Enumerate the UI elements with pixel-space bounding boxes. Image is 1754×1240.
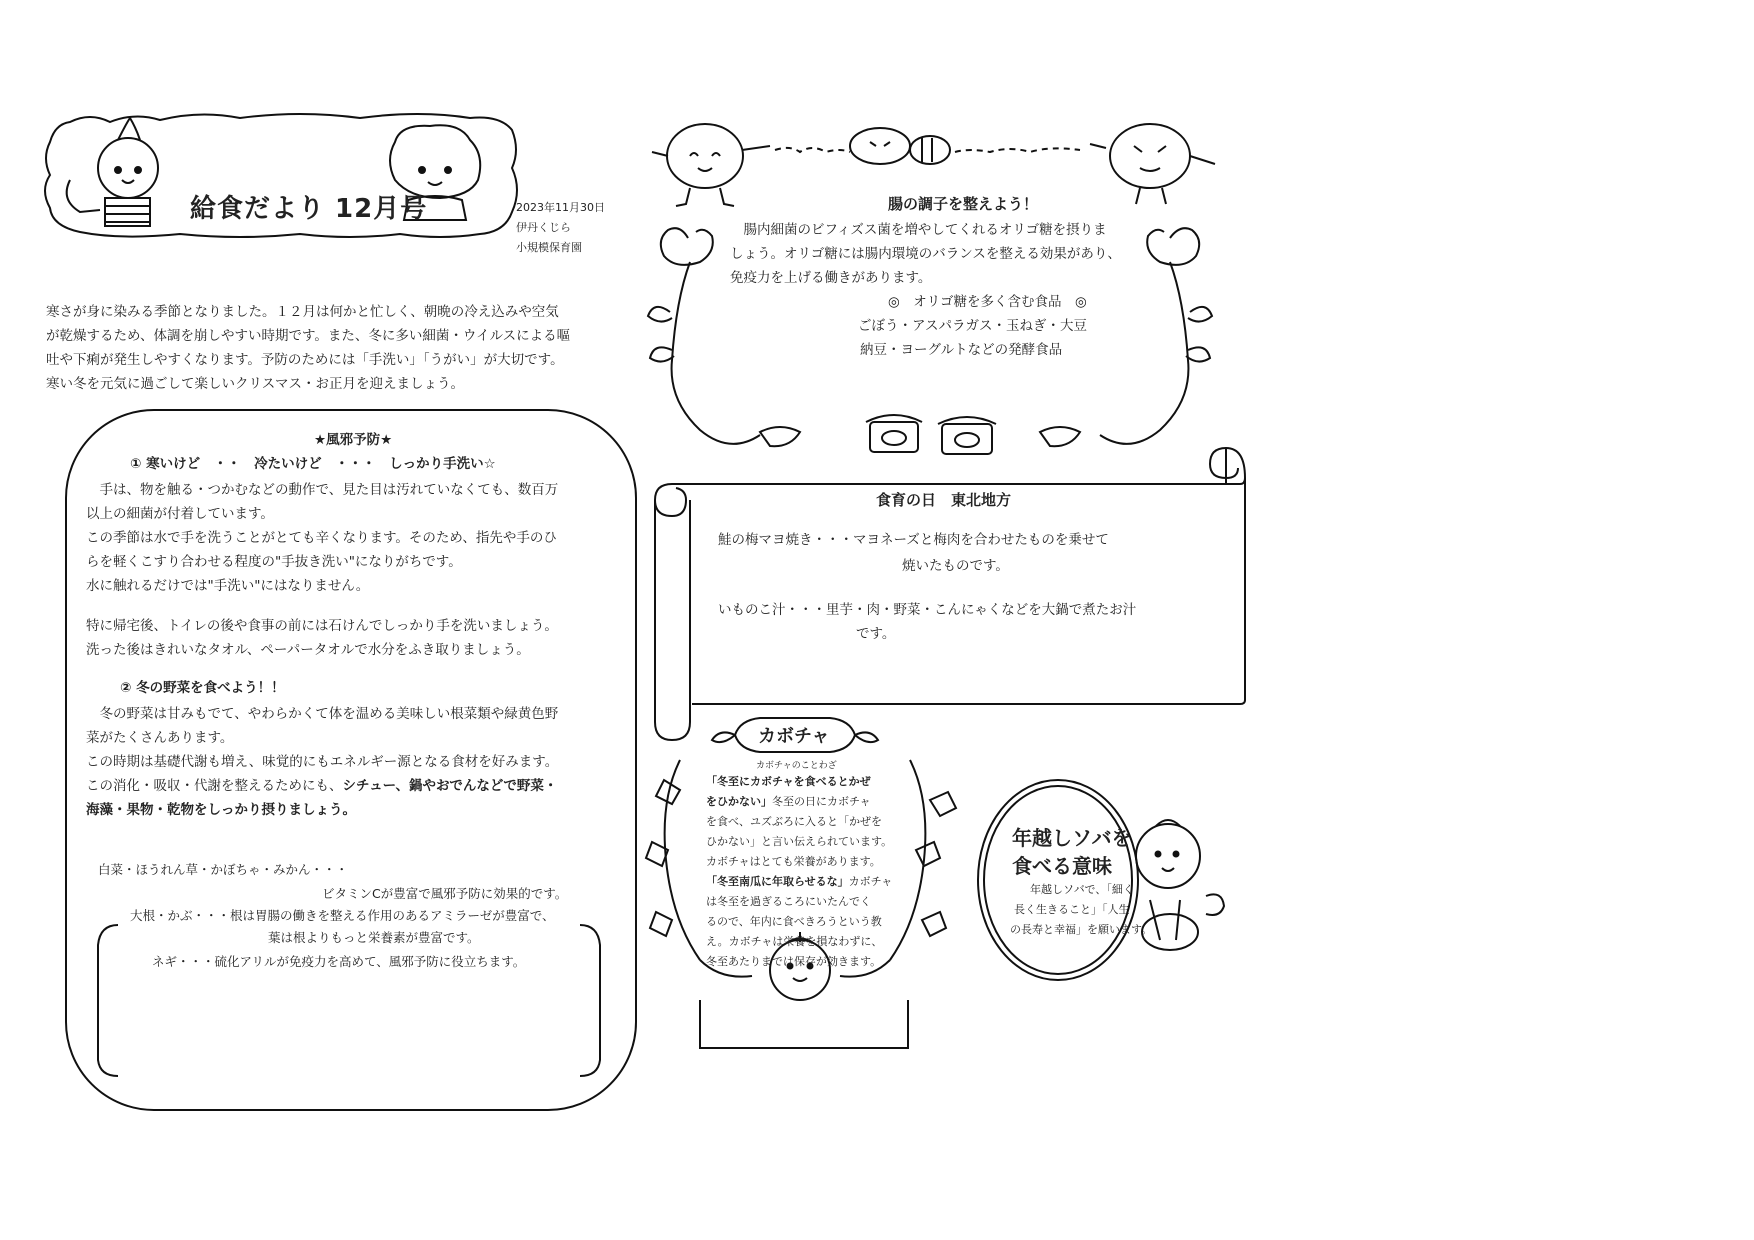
text-bold: 「冬至南瓜に年取らせるな」 xyxy=(706,875,849,888)
soba-line: 年越しソバで、「細く xyxy=(1030,883,1134,896)
veg-bracket-frame xyxy=(98,925,118,1076)
handwash-paragraph xyxy=(86,478,558,598)
text-plain: 冬至あたりまでは保存が効きます。 xyxy=(706,955,882,968)
kabocha-line xyxy=(706,952,892,972)
text-line: この時期は基礎代謝も増え、味覚的にもエネルギー源となる食材を好みます。 xyxy=(86,754,559,770)
onion-character-icon xyxy=(67,118,158,226)
kabocha-line xyxy=(706,892,892,912)
text-line: 海藻・果物・乾物をしっかり摂りましょう。 xyxy=(86,802,356,818)
text-line: しょう。オリゴ糖には腸内環境のバランスを整える効果があり、 xyxy=(730,246,1121,262)
text-bold: シチュー、鍋やおでんなどで野菜・ xyxy=(342,778,558,794)
intro-line: 吐や下痢が発生しやすくなります。予防のためには「手洗い」「うがい」が大切です。 xyxy=(46,352,564,368)
veg-line: ビタミンCが豊富で風邪予防に効果的です。 xyxy=(322,886,568,901)
gut-heading: 腸の調子を整えよう！ xyxy=(888,195,1039,213)
kabocha-subtitle: カボチャのことわざ xyxy=(756,761,837,771)
oligo-foods-line: 納豆・ヨーグルトなどの発酵食品 xyxy=(860,342,1063,358)
text-bold: をひかない」 xyxy=(706,795,772,808)
text-plain: るので、年内に食べきろうという教 xyxy=(706,915,882,928)
kabocha-line xyxy=(706,912,892,932)
soba-title: 食べる意味 xyxy=(1012,854,1112,878)
kabocha-line xyxy=(706,932,892,952)
text-line: 免疫力を上げる働きがあります。 xyxy=(730,270,932,286)
kabocha-line xyxy=(706,812,892,832)
gut-body xyxy=(730,218,1121,290)
soba-body xyxy=(1010,880,1152,940)
text-line: 水に触れるだけでは"手洗い"にはなりません。 xyxy=(86,578,370,594)
text-line: 以上の細菌が付着しています。 xyxy=(86,506,274,522)
place-name: 伊丹くじら xyxy=(516,221,571,234)
veg-line: ネギ・・・硫化アリルが免疫力を高めて、風邪予防に役立ちます。 xyxy=(152,954,526,969)
text-plain: 冬至の日にカボチャ xyxy=(772,795,871,808)
text-line: 手は、物を触る・つかむなどの動作で、見た目は汚れていなくても、数百万 xyxy=(86,482,559,498)
text-plain: え。カボチャは栄養を損なわずに、 xyxy=(706,935,883,948)
intro-text xyxy=(46,300,570,396)
text-line: この季節は水で手を洗うことがとても辛くなります。そのため、指先や手のひ xyxy=(86,530,557,546)
kabocha-line xyxy=(706,872,892,892)
soba-line: 長く生きること」「人生 xyxy=(1014,903,1130,916)
text-line: 冬の野菜は甘みもでて、やわらかくて体を温める美味しい根菜類や緑黄色野 xyxy=(86,706,559,722)
oligo-foods-line: ごぼう・アスパラガス・玉ねぎ・大豆 xyxy=(858,318,1087,334)
kabocha-body xyxy=(706,772,892,972)
shokuiku-heading: 食育の日 東北地方 xyxy=(876,491,1012,509)
kabocha-line xyxy=(706,772,892,792)
text-line: 特に帰宅後、トイレの後や食事の前には石けんでしっかり手を洗いましょう。 xyxy=(86,618,558,634)
veg-line: 葉は根よりもっと栄養素が豊富です。 xyxy=(268,930,480,945)
shokuiku-item-line: 鮭の梅マヨ焼き・・・マヨネーズと梅肉を合わせたものを乗せて xyxy=(718,532,1109,548)
text-line: 菜がたくさんあります。 xyxy=(86,730,234,746)
shokuiku-item-line: いものこ汁・・・里芋・肉・野菜・こんにゃくなどを大鍋で煮たお汁 xyxy=(718,602,1137,618)
soba-line: の長寿と幸福」を願います。 xyxy=(1010,923,1153,936)
text-plain: ひかない」と言い伝えられています。 xyxy=(706,835,893,848)
school-name: 小規模保育園 xyxy=(516,241,582,254)
veg-line: 大根・かぶ・・・根は胃腸の働きを整える作用のあるアミラーゼが豊富で、 xyxy=(130,908,555,923)
oligo-foods-heading: ◎ オリゴ糖を多く含む食品 ◎ xyxy=(888,294,1087,310)
veg-line: 白菜・ほうれん草・かぼちゃ・みかん・・・ xyxy=(98,862,349,877)
shokuiku-item-line: 焼いたものです。 xyxy=(902,558,1009,574)
cold-prevention-heading: ★風邪予防★ xyxy=(314,432,393,448)
page-title: 給食だより 12月号 xyxy=(190,194,428,224)
intro-line: 寒さが身に染みる季節となりました。１２月は何かと忙しく、朝晩の冷え込みや空気 xyxy=(46,304,559,320)
intro-line: が乾燥するため、体調を崩しやすい時期です。また、冬に多い細菌・ウイルスによる嘔 xyxy=(46,328,571,344)
text-line: 洗った後はきれいなタオル、ペーパータオルで水分をふき取りましょう。 xyxy=(86,642,530,658)
handwash-subheading: ① 寒いけど ・・ 冷たいけど ・・・ しっかり手洗い☆ xyxy=(130,456,496,472)
text-plain: カボチャ xyxy=(848,875,893,888)
soba-title: 年越しソバを xyxy=(1012,826,1132,850)
text-plain: この消化・吸収・代謝を整えるためにも、 xyxy=(86,778,343,794)
text-line: 腸内細菌のビフィズス菌を増やしてくれるオリゴ糖を摂りま xyxy=(730,222,1107,238)
text-plain: を食べ、ユズぶろに入ると「かぜを xyxy=(706,815,882,828)
text-plain: は冬至を過ぎるころにいたんでく xyxy=(706,895,871,908)
shokuiku-item-line: です。 xyxy=(856,626,896,642)
text-bold: 「冬至にカボチャを食べるとかぜ xyxy=(706,775,871,788)
handwash-paragraph-2 xyxy=(86,614,558,662)
issue-date: 2023年11月30日 xyxy=(516,201,605,214)
winter-veg-paragraph xyxy=(86,702,558,822)
kabocha-line xyxy=(706,832,892,852)
kabocha-line xyxy=(706,852,892,872)
text-plain: カボチャはとても栄養があります。 xyxy=(706,855,881,868)
text-line xyxy=(86,774,558,798)
kabocha-title: カボチャ xyxy=(758,726,830,747)
text-line: らを軽くこすり合わせる程度の"手抜き洗い"になりがちです。 xyxy=(86,554,462,570)
intro-line: 寒い冬を元気に過ごして楽しいクリスマス・お正月を迎えましょう。 xyxy=(46,376,464,392)
kabocha-line xyxy=(706,792,892,812)
winter-veg-subheading: ② 冬の野菜を食べよう！！ xyxy=(120,680,285,696)
